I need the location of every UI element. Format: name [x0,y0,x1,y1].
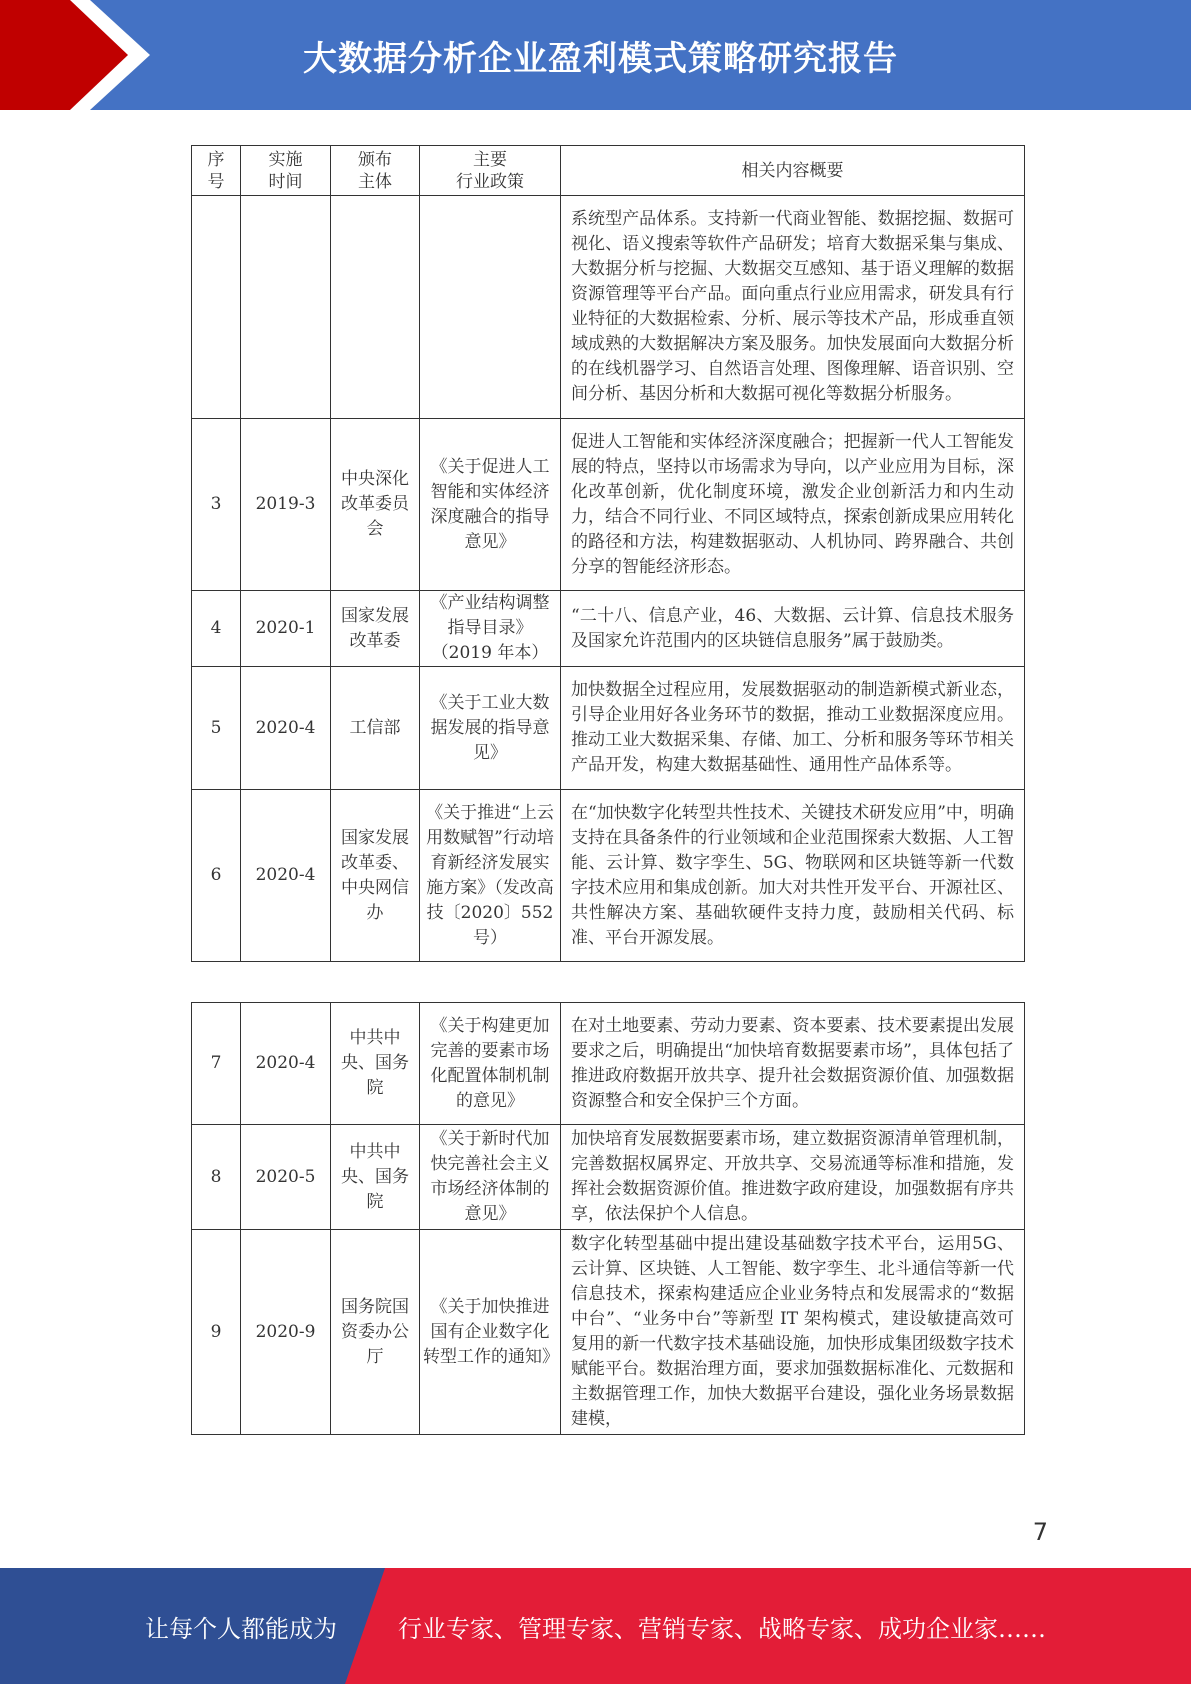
cell-issuer: 中共中央、国务院 [331,1003,420,1125]
header-arrow-decoration [0,0,150,110]
cell-no: 4 [192,591,241,667]
table-header-row [192,146,1025,196]
table-row [192,419,1025,591]
header-issuer: 颁布 主体 [331,146,420,196]
cell-date: 2020-9 [241,1230,331,1435]
cell-no [192,196,241,419]
cell-policy: 《关于促进人工智能和实体经济深度融合的指导意见》 [420,419,561,591]
cell-no: 7 [192,1003,241,1125]
header-date: 实施 时间 [241,146,331,196]
footer-slogan-left: 让每个人都能成为 [145,1614,337,1643]
cell-no: 9 [192,1230,241,1435]
table-row [192,1230,1025,1435]
table-row [192,591,1025,667]
cell-no: 6 [192,790,241,962]
header-summary: 相关内容概要 [561,146,1025,196]
table-row [192,667,1025,790]
cell-no: 8 [192,1125,241,1230]
cell-no: 5 [192,667,241,790]
cell-summary: “二十八、信息产业，46、大数据、云计算、信息技术服务及国家允许范围内的区块链信息服务”属于鼓励类。 [561,591,1025,667]
cell-policy: 《关于工业大数据发展的指导意见》 [420,667,561,790]
cell-issuer [331,196,420,419]
header-policy: 主要 行业政策 [420,146,561,196]
table-row [192,1125,1025,1230]
policy-table-part-2 [191,1002,1025,1435]
cell-issuer: 工信部 [331,667,420,790]
header-no: 序 号 [192,146,241,196]
cell-date: 2020-5 [241,1125,331,1230]
cell-date: 2020-4 [241,667,331,790]
cell-summary: 系统型产品体系。支持新一代商业智能、数据挖掘、数据可视化、语义搜索等软件产品研发；培育大数据采集与集成、大数据分析与挖掘、大数据交互感知、基于语义理解的数据资源管理等平台产品。面向重点行业应用需求，研发具有行业特征的大数据检索、分析、展示等技术产品，形成垂直领域成熟的大数据解决方案及服务。加快发展面向大数据分析的在线机器学习、自然语言处理、图像理解、语音识别、空间分析、基因分析和大数据可视化等数据分析服务。 [561,196,1025,419]
cell-issuer: 国家发展改革委 [331,591,420,667]
page-header [0,0,1191,110]
cell-summary: 加快培育发展数据要素市场，建立数据资源清单管理机制，完善数据权属界定、开放共享、交易流通等标准和措施，发挥社会数据资源价值。推进数字政府建设，加强数据有序共享，依法保护个人信息。 [561,1125,1025,1230]
cell-date: 2020-4 [241,790,331,962]
cell-issuer: 中共中央、国务院 [331,1125,420,1230]
table-row [192,1003,1025,1125]
table-row [192,790,1025,962]
report-title: 大数据分析企业盈利模式策略研究报告 [303,38,898,79]
cell-no: 3 [192,419,241,591]
cell-summary: 在对土地要素、劳动力要素、资本要素、技术要素提出发展要求之后，明确提出“加快培育数据要素市场”，具体包括了推进政府数据开放共享、提升社会数据资源价值、加强数据资源整合和安全保护三个方面。 [561,1003,1025,1125]
cell-summary: 促进人工智能和实体经济深度融合；把握新一代人工智能发展的特点，坚持以市场需求为导向，以产业应用为目标，深化改革创新，优化制度环境，激发企业创新活力和内生动力，结合不同行业、不同区域特点，探索创新成果应用转化的路径和方法，构建数据驱动、人机协同、跨界融合、共创分享的智能经济形态。 [561,419,1025,591]
cell-date: 2020-4 [241,1003,331,1125]
cell-policy [420,196,561,419]
cell-policy: 《关于加快推进国有企业数字化转型工作的通知》 [420,1230,561,1435]
cell-date: 2019-3 [241,419,331,591]
cell-policy: 《关于新时代加快完善社会主义市场经济体制的意见》 [420,1125,561,1230]
footer-slogan-right: 行业专家、管理专家、营销专家、战略专家、成功企业家…… [398,1614,1046,1643]
cell-issuer: 中央深化改革委员会 [331,419,420,591]
page-number: 7 [1032,1518,1048,1546]
cell-summary: 在“加快数字化转型共性技术、关键技术研发应用”中，明确支持在具备条件的行业领域和企业范围探索大数据、人工智能、云计算、数字孪生、5G、物联网和区块链等新一代数字技术应用和集成创新。加大对共性开发平台、开源社区、共性解决方案、基础软硬件支持力度，鼓励相关代码、标准、平台开源发展。 [561,790,1025,962]
cell-date [241,196,331,419]
cell-summary: 加快数据全过程应用，发展数据驱动的制造新模式新业态，引导企业用好各业务环节的数据，推动工业数据深度应用。推动工业大数据采集、存储、加工、分析和服务等环节相关产品开发，构建大数据基础性、通用性产品体系等。 [561,667,1025,790]
cell-date: 2020-1 [241,591,331,667]
table-row [192,196,1025,419]
cell-policy: 《产业结构调整指导目录》（2019 年本） [420,591,561,667]
policy-table-part-1 [191,145,1025,962]
cell-issuer: 国家发展改革委、中央网信办 [331,790,420,962]
cell-summary: 数字化转型基础中提出建设基础数字技术平台，运用5G、云计算、区块链、人工智能、数字孪生、北斗通信等新一代信息技术，探索构建适应企业业务特点和发展需求的“数据中台”、“业务中台”等新型 IT 架构模式，建设敏捷高效可复用的新一代数字技术基础设施，加快形成集团级数字技术赋能平台。数据治理方面，要求加强数据标准化、元数据和主数据管理工作，加快大数据平台建设，强化业务场景数据建模， [561,1230,1025,1435]
cell-policy: 《关于推进“上云用数赋智”行动培育新经济发展实施方案》（发改高技〔2020〕552 号） [420,790,561,962]
cell-policy: 《关于构建更加完善的要素市场化配置体制机制的意见》 [420,1003,561,1125]
cell-issuer: 国务院国资委办公厅 [331,1230,420,1435]
page-footer [0,1568,1191,1684]
